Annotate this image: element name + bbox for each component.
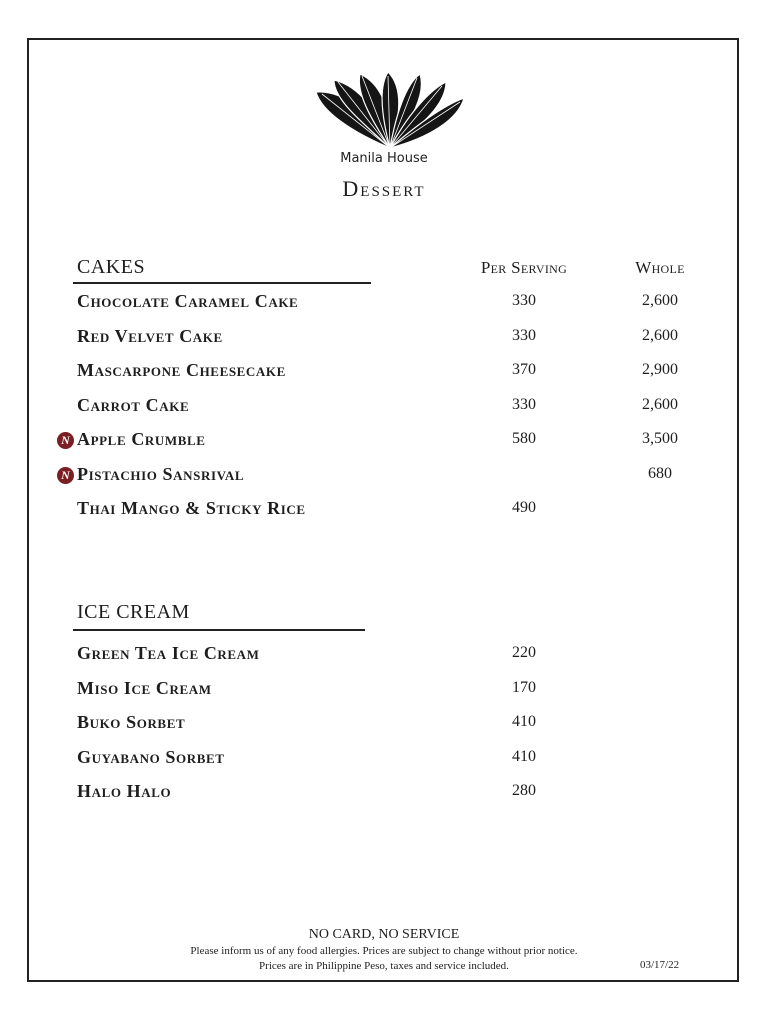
price-per-serving: 330 bbox=[512, 326, 536, 344]
brand-name: Manila House bbox=[340, 151, 428, 166]
menu-item-name: Mascarpone Cheesecake bbox=[77, 360, 286, 380]
menu-item-name: Carrot Cake bbox=[77, 394, 190, 415]
section-title-cakes: CAKES bbox=[77, 256, 146, 278]
price-whole: 3,500 bbox=[642, 430, 678, 447]
price-per-serving: 580 bbox=[512, 430, 536, 447]
menu-item-name: Miso Ice Cream bbox=[77, 677, 212, 698]
section-title-ice-cream: ICE CREAM bbox=[77, 601, 190, 623]
menu-item-name: Buko Sorbet bbox=[77, 712, 186, 732]
price-per-serving: 330 bbox=[512, 395, 536, 413]
column-header-whole: Whole bbox=[635, 258, 685, 277]
price-per-serving: 490 bbox=[512, 499, 536, 516]
banana-leaves-logo bbox=[312, 72, 468, 150]
price-per-serving: 220 bbox=[512, 644, 536, 661]
menu-item-name: Red Velvet Cake bbox=[77, 325, 223, 346]
n-badge-icon: N bbox=[57, 432, 74, 449]
section-divider bbox=[73, 282, 371, 284]
menu-item-name: Pistachio Sansrival bbox=[77, 463, 245, 484]
column-header-per-serving: Per Serving bbox=[480, 258, 568, 277]
allergy-notice: Please inform us of any food allergies. Prices are subject to change without prior notice. bbox=[190, 945, 578, 957]
menu-date: 03/17/22 bbox=[640, 959, 680, 971]
menu-item-name: Apple Crumble bbox=[77, 429, 206, 449]
menu-item-name: Halo Halo bbox=[77, 781, 172, 801]
page-title: Dessert bbox=[342, 176, 426, 201]
menu-item-name: Thai Mango & Sticky Rice bbox=[77, 498, 306, 518]
menu-item-name: Guyabano Sorbet bbox=[77, 746, 225, 767]
n-badge-icon: N bbox=[57, 467, 74, 484]
price-per-serving: 410 bbox=[512, 713, 536, 730]
price-per-serving: 330 bbox=[512, 292, 536, 309]
price-whole: 2,900 bbox=[642, 361, 678, 378]
menu-item-name: Green Tea Ice Cream bbox=[77, 643, 260, 663]
currency-notice: Prices are in Philippine Peso, taxes and service included. bbox=[259, 960, 509, 972]
price-whole: 2,600 bbox=[642, 292, 678, 309]
section-divider bbox=[73, 629, 365, 631]
price-per-serving: 280 bbox=[512, 782, 536, 799]
card-policy: NO CARD, NO SERVICE bbox=[308, 927, 460, 942]
menu-item-name: Chocolate Caramel Cake bbox=[77, 291, 299, 311]
price-per-serving: 370 bbox=[512, 361, 536, 378]
price-whole: 2,600 bbox=[642, 395, 678, 413]
price-per-serving: 170 bbox=[512, 678, 536, 696]
price-per-serving: 410 bbox=[512, 747, 536, 765]
price-whole: 2,600 bbox=[642, 326, 678, 344]
price-whole: 680 bbox=[648, 464, 672, 482]
